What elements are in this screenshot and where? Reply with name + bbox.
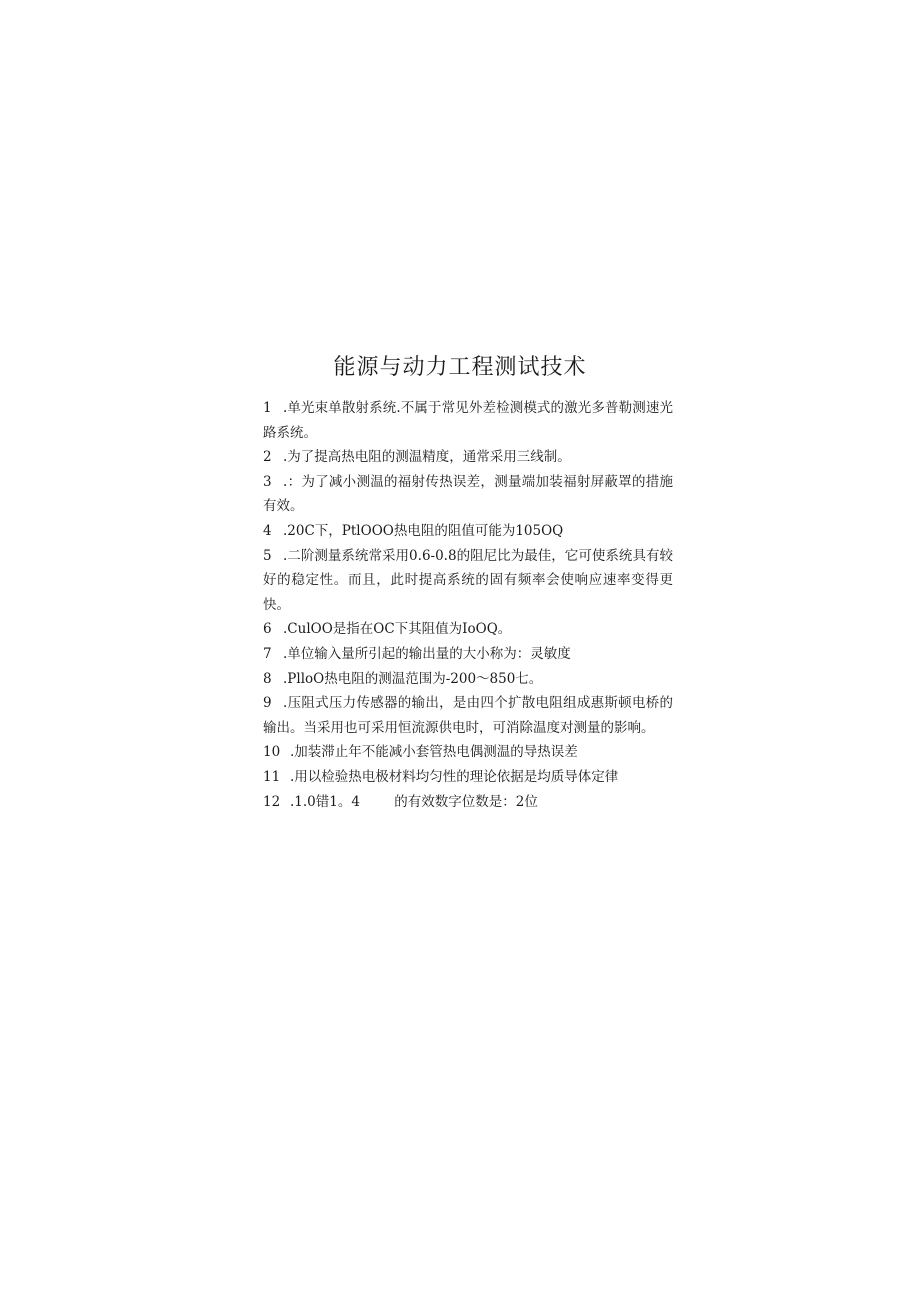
item-text: .单光束单散射系统.不属于常见外差检测模式的激光多普勒测速光路系统。 (263, 400, 673, 441)
list-item (263, 445, 673, 470)
list-item (263, 396, 673, 445)
item-number: 8 (263, 670, 272, 687)
list-item (263, 765, 673, 790)
item-text: .CulOO是指在OC下其阻值为IoOQ。 (283, 621, 512, 638)
item-number: 5 (263, 547, 272, 564)
item-number: 1 (263, 400, 272, 416)
item-text: .为了提高热电阻的测温精度，通常采用三线制。 (283, 449, 571, 466)
item-text: .加装滞止年不能减小套管热电偶测温的导热误差 (290, 744, 578, 761)
item-number: 10 (263, 744, 281, 761)
list-item (263, 642, 673, 667)
item-number: 2 (263, 449, 272, 466)
list-item (263, 691, 673, 740)
item-number: 12 (263, 793, 281, 810)
list-item (263, 790, 673, 815)
list-item (263, 617, 673, 642)
question-list (263, 396, 673, 814)
list-item (263, 667, 673, 692)
list-item (263, 470, 673, 519)
item-text: .20C下，PtlOOO热电阻的阻值可能为105OQ (283, 522, 564, 539)
item-number: 9 (263, 695, 272, 712)
list-item (263, 519, 673, 544)
item-text: .1.0错1。4 的有效数字位数是：2位 (290, 793, 538, 810)
item-number: 3 (263, 473, 272, 490)
item-number: 6 (263, 621, 272, 638)
item-number: 4 (263, 522, 272, 539)
item-text: .压阻式压力传感器的输出，是由四个扩散电阻组成惠斯顿电桥的输出。当采用也可采用恒流源供电时，可消除温度对测量的影响。 (263, 695, 673, 736)
item-number: 11 (263, 768, 281, 785)
list-item (263, 544, 673, 618)
item-text: .单位输入量所引起的输出量的大小称为：灵敏度 (283, 645, 571, 662)
item-text: .用以检验热电极材料均匀性的理论依据是均质导体定律 (290, 768, 619, 785)
item-text: .PlloO热电阻的测温范围为-200～850七。 (283, 670, 543, 687)
document-title: 能源与动力工程测试技术 (333, 355, 587, 380)
item-text: .：为了减小测温的福射传热误差，测量端加装福射屏蔽罩的措施有效。 (263, 473, 673, 515)
list-item (263, 740, 673, 765)
item-number: 7 (263, 645, 272, 662)
item-text: .二阶测量系统常采用0.6-0.8的阻尼比为最佳，它可使系统具有较好的稳定性。而且，此时提高系统的固有频率会使响应速率变得更快。 (263, 547, 673, 613)
